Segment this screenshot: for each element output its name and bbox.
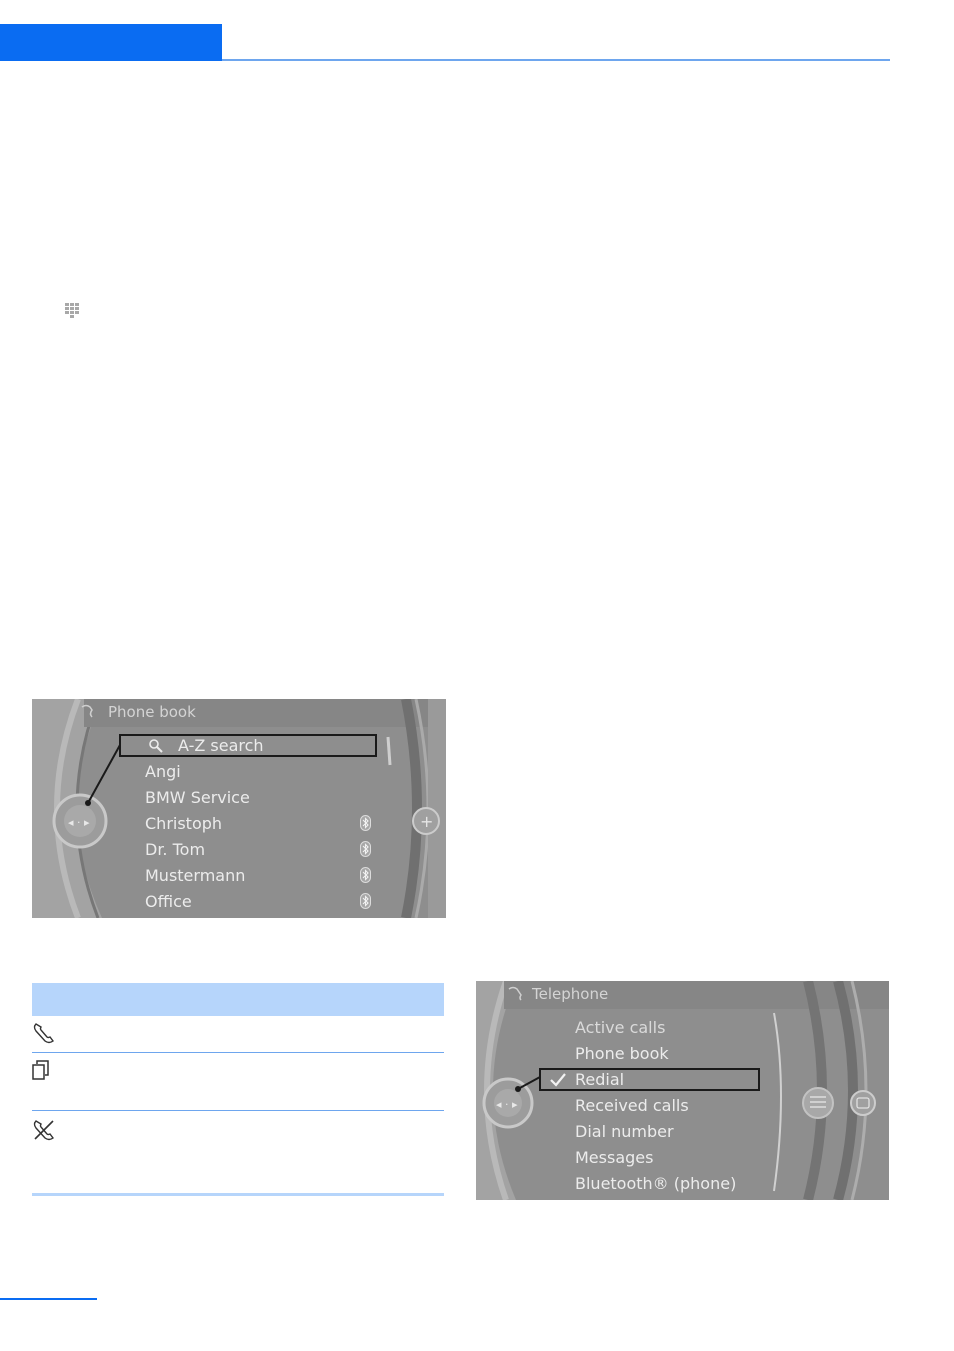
check-icon — [550, 1073, 566, 1087]
menu-item-received-calls[interactable]: Received calls — [575, 1096, 689, 1115]
contact-item[interactable]: Angi — [145, 762, 181, 781]
selection-highlight — [539, 1068, 760, 1091]
header-rule — [222, 59, 890, 61]
menu-item-phone-book[interactable]: Phone book — [575, 1044, 669, 1063]
menu-item-dial-number[interactable]: Dial number — [575, 1122, 674, 1141]
contact-item[interactable]: Mustermann — [145, 866, 246, 885]
header-tab — [0, 24, 222, 61]
keypad-icon — [64, 302, 80, 320]
bluetooth-icon — [360, 867, 371, 883]
svg-text:◂ · ▸: ◂ · ▸ — [496, 1098, 518, 1111]
footer-rule — [0, 1298, 97, 1300]
telephone-screen — [476, 981, 889, 1200]
screen-title: Phone book — [108, 703, 196, 721]
menu-item-bluetooth-phone[interactable]: Bluetooth® (phone) — [575, 1174, 737, 1193]
phone-off-icon — [32, 1118, 56, 1142]
bluetooth-icon — [360, 893, 371, 909]
copy-icon — [32, 1059, 52, 1081]
table-row — [32, 1111, 444, 1196]
menu-item-redial[interactable]: Redial — [575, 1070, 625, 1089]
phone-handset-icon — [32, 1021, 56, 1045]
table-header — [32, 983, 444, 1016]
phonebook-screen — [32, 699, 446, 918]
search-icon — [148, 738, 164, 754]
contact-item[interactable]: Office — [145, 892, 192, 911]
screen-background — [32, 699, 446, 918]
contact-item[interactable]: Christoph — [145, 814, 223, 833]
table-row — [32, 1053, 444, 1111]
contact-item[interactable]: Dr. Tom — [145, 840, 206, 859]
menu-item-active-calls[interactable]: Active calls — [575, 1018, 666, 1037]
bluetooth-icon — [360, 841, 371, 857]
svg-text:◂ · ▸: ◂ · ▸ — [68, 816, 90, 829]
menu-item-messages[interactable]: Messages — [575, 1148, 654, 1167]
symbol-table — [32, 983, 444, 1196]
screen-title: Telephone — [532, 985, 609, 1003]
contact-item[interactable]: BMW Service — [145, 788, 250, 807]
menu-item-az-search[interactable]: A-Z search — [178, 736, 264, 755]
svg-text:+: + — [420, 812, 434, 831]
bluetooth-icon — [360, 815, 371, 831]
table-row — [32, 1016, 444, 1053]
